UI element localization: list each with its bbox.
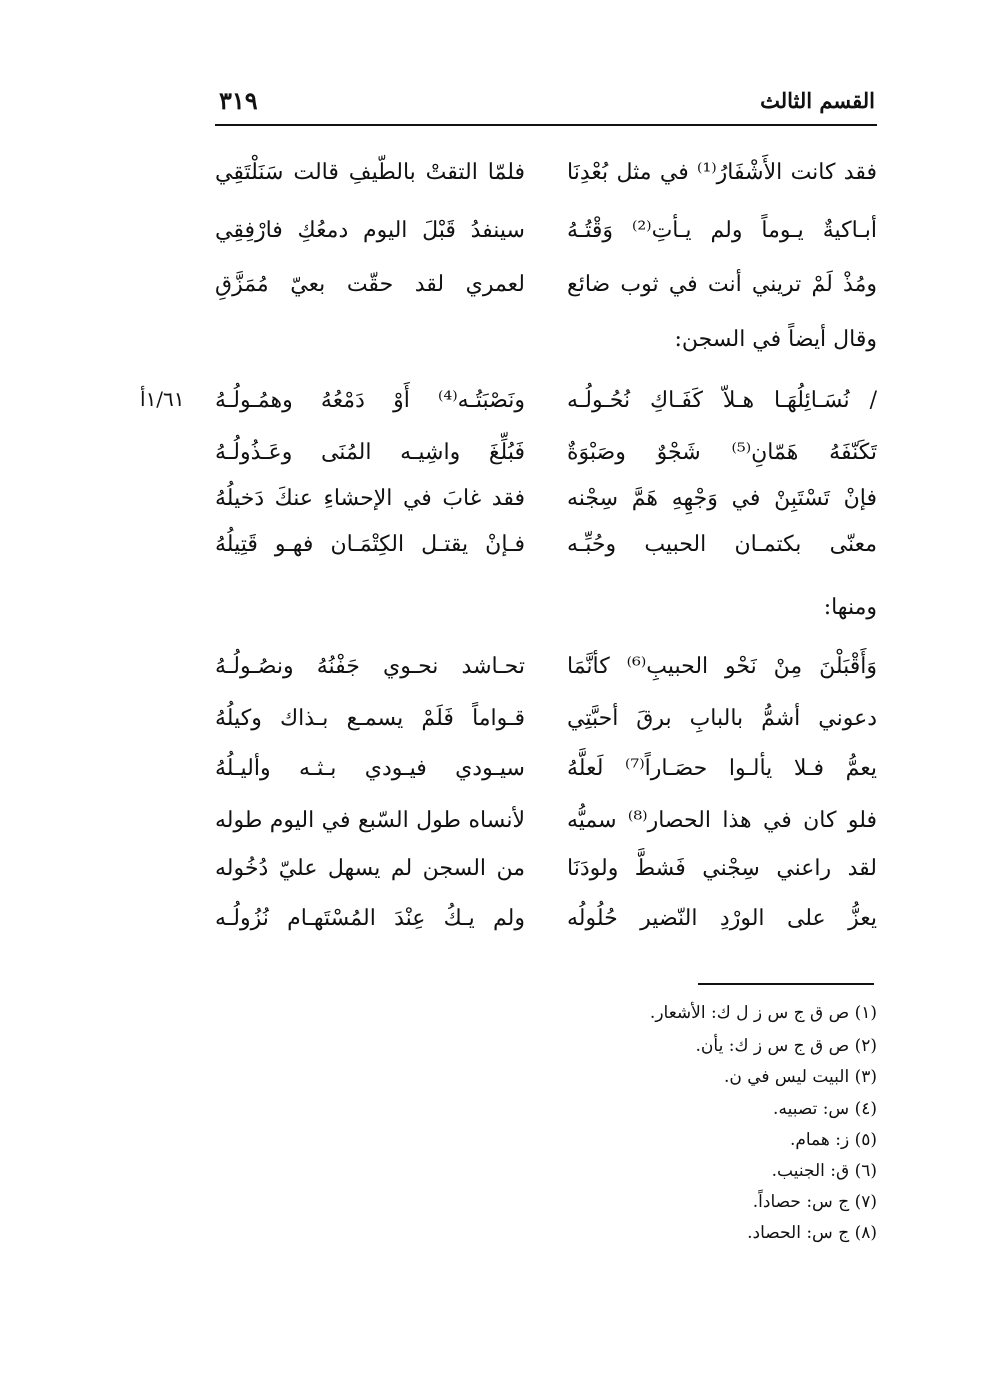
section-title: القسم الثالث [760, 88, 875, 113]
margin-folio-note: ١/٦١أ [140, 387, 185, 411]
verse-line [215, 146, 877, 200]
verse-line [215, 374, 877, 428]
first-hemistich: وَأَقْبَلْنَ مِنْ نَحْو الحبيبِ⁽⁶⁾ كأنَّمَا [567, 654, 877, 679]
second-hemistich: ولم يـكُ عِنْدَ المُسْتَهـام نُزُولُـه [215, 906, 525, 931]
footnote-item: (٨) ج س: الحصاد. [747, 1223, 877, 1243]
first-hemistich: يعزُّ على الورْدِ النّضير حُلُولُه [567, 906, 877, 931]
second-hemistich: ونَصْبَتُـه⁽⁴⁾ أَوْ دَمْعُهُ وهمُـولُـهُ [215, 388, 525, 413]
first-hemistich: معنّى بكتمـان الحبيب وحُبِّـه [567, 532, 877, 557]
first-hemistich: فقد كانت الأَشْفَارُ⁽¹⁾ في مثل بُعْدِنَا [567, 160, 877, 185]
footnote-item: (١) ص ق ج س ز ل ك: الأشعار. [649, 1003, 877, 1023]
footnote-item: (٥) ز: همام. [789, 1130, 877, 1150]
verse-line [215, 794, 877, 848]
first-hemistich: يعمُّ فـلا يألـوا حصَـاراً⁽⁷⁾ لَعلَّهُ [567, 756, 877, 781]
verse-line [215, 518, 877, 572]
second-hemistich: قـواماً فَلَمْ يسمـع بـذاك وكيلُهُ [215, 706, 525, 731]
first-hemistich: / نُسَـائِلُهَـا هـلاّ كَفَـاكِ نُحُـولُـه [567, 388, 877, 413]
second-hemistich: فـإنْ يقتـل الكِتْمَـان فهـو قَتِيلُهُ [215, 532, 525, 557]
second-hemistich: فَبُلِّغَ واشِيـه المُنَى وعَـذُولُـهُ [215, 440, 525, 465]
footnote-item: (٦) ق: الجنيب. [771, 1161, 877, 1181]
footnote-item: (٧) ج س: حصاداً. [752, 1192, 877, 1212]
verse-line [215, 692, 877, 746]
verse-line [215, 640, 877, 694]
footnote-item: (٢) ص ق ج س ز ك: يأن. [695, 1036, 877, 1056]
first-hemistich: تَكَنّفَهُ هَمّانِ⁽⁵⁾ شَجْوٌ وصَبْوَةٌ [567, 440, 877, 465]
first-hemistich: دعوني أشمُّ بالبابِ برقَ أحبَّتِي [567, 706, 877, 731]
second-hemistich: سيـودي فيـودي بـثـه وأليـلُهُ [215, 756, 525, 781]
second-hemistich: لعمري لقد حقّت بعيّ مُمَزَّقِ [215, 272, 525, 297]
first-hemistich: ومُذْ لَمْ تريني أنت في ثوب ضائع [567, 272, 877, 297]
verse-line [215, 258, 877, 312]
intro-line: ومنها: [823, 595, 877, 620]
intro-line: وقال أيضاً في السجن: [674, 327, 877, 352]
footnote-item: (٣) البيت ليس في ن. [723, 1067, 877, 1087]
verse-line [215, 742, 877, 796]
page-number: ٣١٩ [219, 86, 258, 115]
second-hemistich: فلمّا التقتْ بالطّيفِ قالت سَنَلْتَقِي [215, 160, 525, 185]
first-hemistich: فإنْ تَسْتَبِنْ في وَجْهِهِ هَمَّ سِجْنه [567, 486, 877, 511]
first-hemistich: فلو كان في هذا الحصار⁽⁸⁾ سميُّه [567, 808, 877, 833]
footnote-item: (٤) س: تصبيه. [773, 1099, 877, 1119]
second-hemistich: فقد غابَ في الإحشاءِ عنكَ دَخيلُهُ [215, 486, 525, 511]
first-hemistich: لقد راعني سِجْني فَشطَّ ولودَنَا [567, 856, 877, 881]
footnote-divider [698, 983, 874, 985]
second-hemistich: من السجن لم يسهل عليّ دُخُوله [215, 856, 525, 881]
page-header [215, 84, 877, 126]
verse-line [215, 892, 877, 946]
second-hemistich: سينفدُ قَبْلَ اليوم دمعُكِ فارْفِقِي [215, 218, 525, 243]
verse-line [215, 204, 877, 258]
second-hemistich: لأنساه طول السّبع في اليوم طوله [215, 808, 525, 833]
verse-line [215, 842, 877, 896]
second-hemistich: تحـاشد نحـوي جَفْنُهُ ونصُـولُـهُ [215, 654, 525, 679]
first-hemistich: أبـاكيةٌ يـوماً ولم يـأتِ⁽²⁾ وَقْتُـهُ [567, 218, 877, 243]
